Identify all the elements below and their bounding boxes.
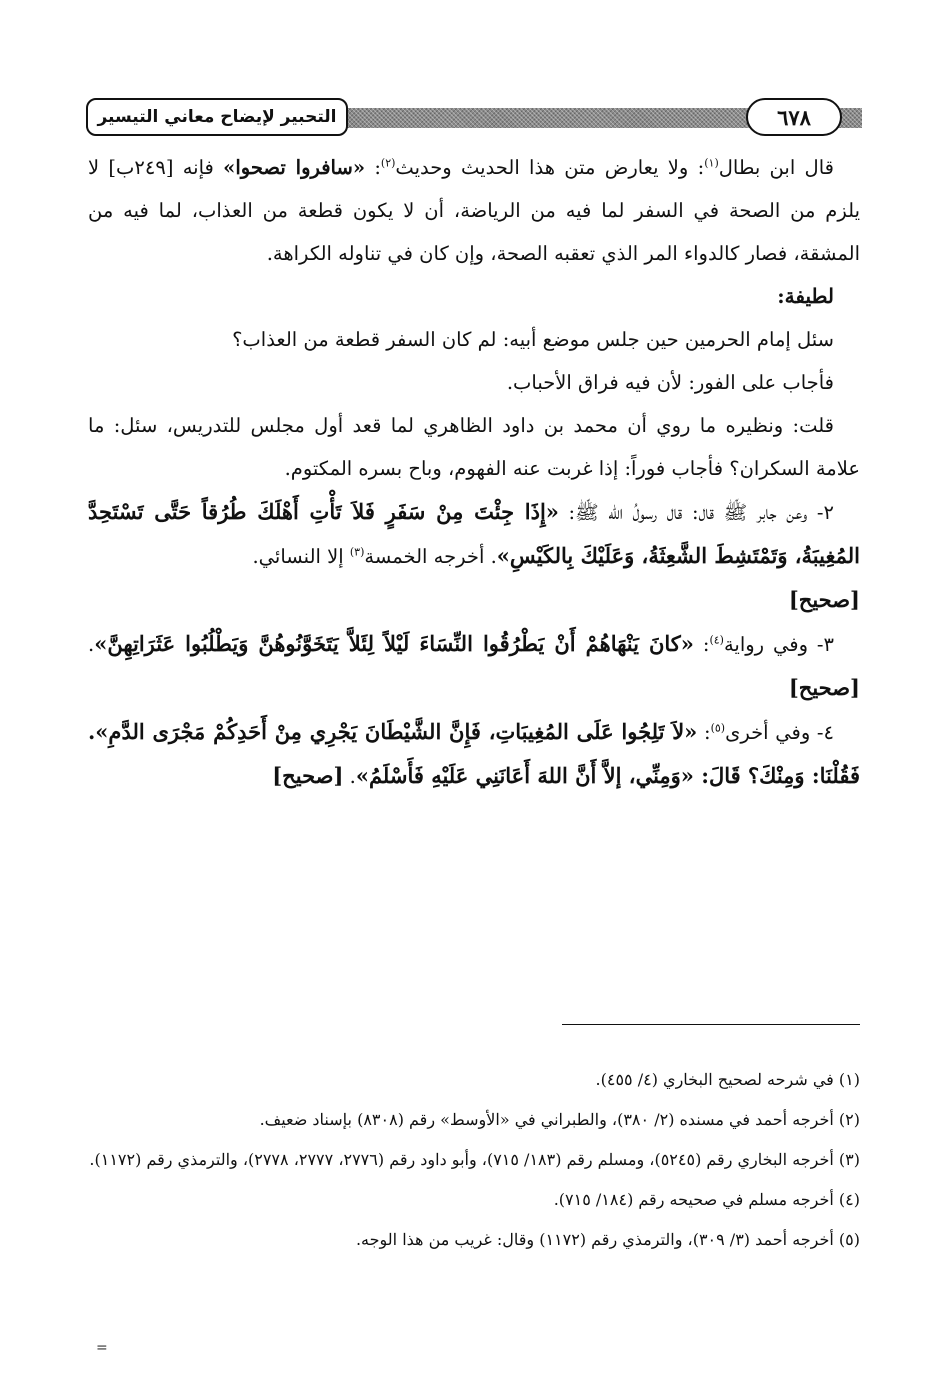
- page-header: [86, 96, 862, 140]
- text-run: ٣- وفي رواية: [723, 633, 834, 656]
- text-run: إلا النسائي.: [252, 545, 350, 568]
- text-run: قال ابن بطال: [718, 156, 834, 179]
- main-text: [88, 146, 860, 798]
- latifa-question: سئل إمام الحرمين حين جلس موضع أبيه: لم كان السفر قطعة من العذاب؟: [232, 328, 834, 351]
- text-run: .: [88, 633, 95, 656]
- footnote-ref-5: (٥): [710, 721, 726, 735]
- hadith-2: [88, 490, 860, 578]
- page-number-badge: [746, 98, 842, 136]
- book-title-box: [86, 98, 348, 136]
- hadith-2-grade-line: [88, 578, 860, 622]
- footnote-ref-3: (٣): [349, 545, 365, 559]
- text-run: :: [697, 721, 711, 744]
- grade-label: [صحيح]: [788, 587, 860, 612]
- grade-label: [صحيح]: [272, 763, 344, 788]
- hadith-3-text: «كانَ يَنْهَاهُمْ أَنْ يَطْرُقُوا النِّسَاءَ لَيْلاً لِئَلاَّ يَتَخَوَّنُوهُنَّ وَيَطْلُبُوا عَثَرَاتِهِنَّ»: [94, 631, 694, 656]
- text-run: .: [343, 765, 356, 788]
- latifa-answer: فأجاب على الفور: لأن فيه فراق الأحباب.: [506, 371, 834, 394]
- text-run: :: [693, 633, 710, 656]
- footnote-4: (٤) أخرجه مسلم في صحيحه رقم (١٨٤/ ٧١٥).: [553, 1190, 860, 1209]
- footnote-1: (١) في شرحه لصحيح البخاري (٤/ ٤٥٥).: [595, 1070, 860, 1089]
- text-run: : ولا يعارض متن هذا الحديث وحديث: [395, 156, 705, 179]
- text-run: فإنه [٢٤٩ب] لا يلزم من الصحة في السفر لما فيه من الرياضة، أن لا يكون قطعة من العذاب، لما فيه من المشقة، فصار كالدواء المر الذي تعقبه الصحة، وإن كان في تناوله الكراهة.: [88, 156, 860, 265]
- text-run: . أخرجه الخمسة: [364, 545, 497, 568]
- page-number: ٦٧٨: [777, 104, 811, 130]
- hadith-3: [88, 622, 860, 710]
- latifa-heading: لطيفة:: [777, 284, 834, 308]
- page-mark: =: [96, 1340, 108, 1356]
- grade-label: [صحيح]: [788, 675, 860, 700]
- footnote-5: (٥) أخرجه أحمد (٣/ ٣٠٩)، والترمذي رقم (١١٧٢) وقال: غريب من هذا الوجه.: [355, 1230, 860, 1249]
- footnote-3: (٣) أخرجه البخاري رقم (٥٢٤٥)، ومسلم رقم (١٨٣/ ٧١٥)، وأبو داود رقم (٢٧٧٦، ٢٧٧٧، ٢٧٧٨)، والترمذي رقم (١١٧٢).: [89, 1150, 860, 1169]
- hadith-2-text: «إِذَا جِئْتَ مِنْ سَفَرٍ فَلاَ تَأْتِ أَهْلَكَ طُرُقاً حَتَّى تَسْتَحِدَّ المُغِيبَةُ، وَتَمْتَشِطَ الشَّعِثَةُ، وَعَلَيْكَ بِالكَيْسِ»: [88, 499, 860, 568]
- quoted-hadith: «سافروا تصحوا»: [223, 156, 366, 179]
- text-run: ٤- وفي أخرى: [725, 721, 834, 744]
- footnote-ref-1: (١): [704, 156, 719, 170]
- paragraph-qult: قلت: ونظيره ما روي أن محمد بن داود الظاهري لما قعد أول مجلس للتدريس، سئل: ما علامة السكران؟ فأجاب فوراً: إذا غربت عنه الفهوم، وباح بسره المكتوم.: [88, 414, 860, 480]
- hadith-4: [88, 710, 860, 798]
- hadith-4-text: «لاَ تَلِجُوا عَلَى المُغِيبَاتِ، فَإِنَّ الشَّيْطَانَ يَجْرِي مِنْ أَحَدِكُمْ مَجْرَى الدَّمِ». فَقُلْنَا: وَمِنْكَ؟ قَالَ: «وَمِنِّي، إلاَّ أَنَّ اللهَ أَعَانَنِي عَلَيْهِ فَأَسْلَمُ»: [88, 719, 860, 788]
- text-run: :: [365, 156, 381, 179]
- footnote-ref-4: (٤): [709, 633, 724, 647]
- footnote-separator: [562, 1024, 860, 1025]
- paragraph-ibn-battal: [88, 146, 860, 275]
- text-run: ٢- وعن جابر ﷺ قال: قال رسولُ الله ﷺ:: [558, 501, 834, 524]
- footnote-ref-2: (٢): [380, 156, 396, 170]
- book-title: التحبير لإيضاح معاني التيسير: [97, 107, 337, 127]
- footnote-2: (٢) أخرجه أحمد في مسنده (٢/ ٣٨٠)، والطبراني في «الأوسط» رقم (٨٣٠٨) بإسناد ضعيف.: [259, 1110, 860, 1129]
- footnotes: [88, 1060, 860, 1260]
